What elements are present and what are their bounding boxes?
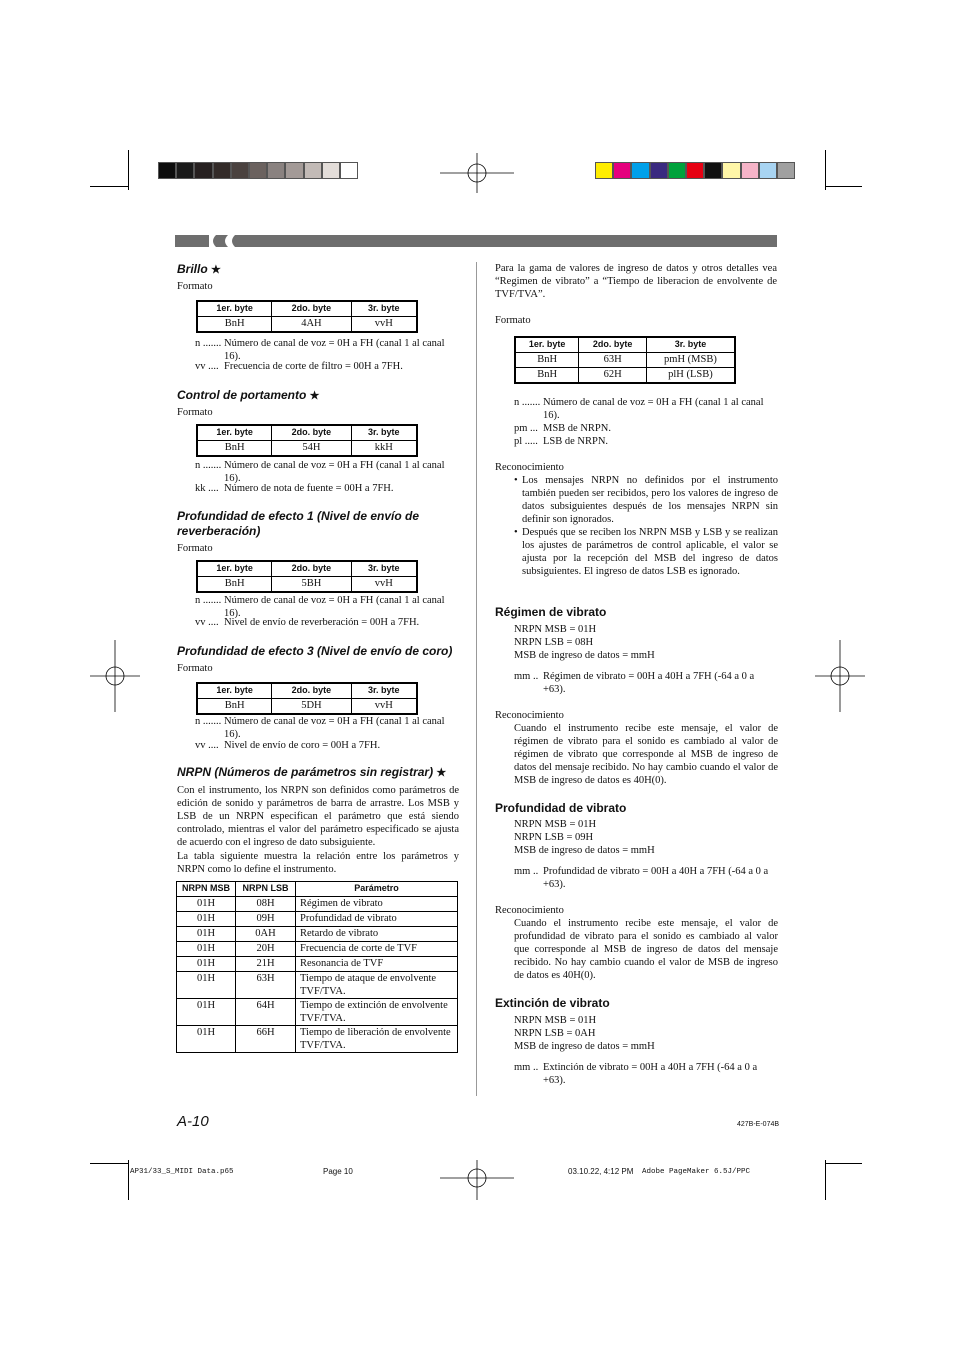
section-title-portamento: Control de portamento ★	[177, 388, 320, 402]
color-swatch	[304, 162, 322, 179]
param-line: NRPN MSB = 01H	[514, 1015, 597, 1026]
table-cell: 62H	[579, 368, 647, 384]
table-cell: BnH	[197, 577, 272, 593]
table-cell: 01H	[177, 942, 236, 957]
note-item: n ....... Número de canal de voz = 0H a FH (canal 1 al canal 16).	[195, 460, 445, 484]
efecto3-format-table	[196, 682, 418, 715]
table-header: 2do. byte	[272, 683, 351, 699]
section-title-extincion: Extinción de vibrato	[495, 996, 610, 1010]
table-row	[177, 912, 458, 927]
table-cell: vvH	[351, 317, 417, 333]
color-swatch	[194, 162, 212, 179]
table-cell: 01H	[177, 927, 236, 942]
format-label: Formato	[177, 543, 213, 554]
document-code: 427B-E-074B	[737, 1121, 780, 1128]
note-item: vv .... Nivel de envío de reverberación = 00H a 7FH.	[195, 617, 420, 628]
color-swatch	[631, 162, 649, 179]
color-swatch	[686, 162, 704, 179]
recognition-label: Reconocimiento	[495, 905, 564, 916]
table-cell: 0AH	[236, 927, 296, 942]
table-cell: kkH	[351, 441, 417, 457]
table-row	[177, 927, 458, 942]
param-line: NRPN MSB = 01H	[514, 819, 597, 830]
section-title-efecto3: Profundidad de efecto 3 (Nivel de envío de coro)	[177, 644, 453, 658]
table-header: 2do. byte	[272, 301, 351, 317]
table-header: 1er. byte	[197, 301, 272, 317]
color-swatch	[650, 162, 668, 179]
note-item: n ....... Número de canal de voz = 0H a FH (canal 1 al canal 16).	[195, 716, 445, 740]
param-line: MSB de ingreso de datos = mmH	[514, 1041, 655, 1052]
table-row	[177, 999, 458, 1026]
table-cell: 4AH	[272, 317, 351, 333]
note-item: mm .. Régimen de vibrato = 00H a 40H a 7FH (-64 a 0 a +63).	[514, 671, 755, 695]
table-cell: vvH	[351, 577, 417, 593]
table-header: 1er. byte	[197, 683, 272, 699]
note-item: vv .... Nivel de envío de coro = 00H a 7FH.	[195, 740, 381, 751]
table-cell: 21H	[236, 957, 296, 972]
table-header: 3r. byte	[351, 561, 417, 577]
table-cell: 20H	[236, 942, 296, 957]
format-label: Formato	[177, 281, 213, 292]
section-title-efecto1: Profundidad de efecto 1 (Nivel de envío de reverberación)	[177, 509, 420, 538]
table-header: 1er. byte	[515, 337, 579, 353]
param-line: NRPN MSB = 01H	[514, 624, 597, 635]
color-swatch	[722, 162, 740, 179]
table-cell: 64H	[236, 999, 296, 1026]
table-header: 3r. byte	[646, 337, 735, 353]
color-swatch	[213, 162, 231, 179]
recognition-text: Cuando el instrumento recibe este mensaje, el valor de régimen de vibrato para el sonido es cambiado al valor de régimen de vibrato que corresponde al MSB de ingreso de datos del mensaje recibido. No hay cambio cuando el valor de MSB de ingreso de datos es 40H(0).	[514, 723, 778, 786]
registration-mark-top	[440, 153, 514, 193]
table-cell: 01H	[177, 999, 236, 1026]
table-header: 3r. byte	[351, 301, 417, 317]
table-header: NRPN LSB	[236, 882, 296, 897]
table-cell: 01H	[177, 912, 236, 927]
color-swatch	[777, 162, 795, 179]
table-cell: 5DH	[272, 699, 351, 715]
table-cell: 01H	[177, 897, 236, 912]
star-icon: ★	[309, 390, 320, 402]
table-cell: BnH	[515, 368, 579, 384]
page-header-bar	[175, 234, 777, 248]
table-cell: Profundidad de vibrato	[296, 912, 458, 927]
note-item: kk .... Número de nota de fuente = 00H a 7FH.	[195, 483, 394, 494]
param-line: NRPN LSB = 0AH	[514, 1028, 596, 1039]
star-icon: ★	[211, 264, 221, 276]
section-title-brillo: Brillo ★	[177, 262, 221, 276]
table-cell: Régimen de vibrato	[296, 897, 458, 912]
color-swatch	[595, 162, 613, 179]
format-label: Formato	[495, 315, 531, 326]
color-swatch	[668, 162, 686, 179]
table-header: 3r. byte	[351, 683, 417, 699]
table-cell: 01H	[177, 972, 236, 999]
table-cell: vvH	[351, 699, 417, 715]
format-label: Formato	[177, 407, 213, 418]
table-cell: 66H	[236, 1026, 296, 1053]
format-label: Formato	[177, 663, 213, 674]
timestamp: 03.10.22, 4:12 PM	[568, 1167, 634, 1176]
table-cell: 09H	[236, 912, 296, 927]
portamento-format-table	[196, 424, 418, 457]
color-swatch	[285, 162, 303, 179]
application-name: Adobe PageMaker 6.5J/PPC	[642, 1168, 751, 1176]
table-header: NRPN MSB	[177, 882, 236, 897]
param-line: NRPN LSB = 08H	[514, 637, 594, 648]
table-cell: 08H	[236, 897, 296, 912]
page-number: A-10	[177, 1113, 209, 1130]
section-title-regimen: Régimen de vibrato	[495, 605, 607, 619]
table-row	[177, 942, 458, 957]
color-swatch	[267, 162, 285, 179]
table-cell: Tiempo de liberación de envolvente TVF/TVA.	[296, 1026, 458, 1053]
table-cell: BnH	[515, 353, 579, 368]
table-cell: Resonancia de TVF	[296, 957, 458, 972]
table-cell: Retardo de vibrato	[296, 927, 458, 942]
section-title-profundidad: Profundidad de vibrato	[495, 801, 627, 815]
table-cell: 01H	[177, 1026, 236, 1053]
table-header: 3r. byte	[351, 425, 417, 441]
color-swatch	[322, 162, 340, 179]
file-name: AP31/33_S_MIDI Data.p65	[130, 1168, 234, 1176]
table-cell: 01H	[177, 957, 236, 972]
color-swatch	[231, 162, 249, 179]
color-swatch	[176, 162, 194, 179]
table-row	[177, 957, 458, 972]
note-item: pm ... MSB de NRPN.	[514, 423, 611, 434]
table-header: 1er. byte	[197, 425, 272, 441]
section-title-nrpn: NRPN (Números de parámetros sin registrar) ★	[177, 765, 447, 779]
table-cell: BnH	[197, 699, 272, 715]
table-cell: Tiempo de extinción de envolvente TVF/TVA.	[296, 999, 458, 1026]
param-line: MSB de ingreso de datos = mmH	[514, 845, 655, 856]
recognition-label: Reconocimiento	[495, 710, 564, 721]
color-swatch	[158, 162, 176, 179]
note-item: mm .. Profundidad de vibrato = 00H a 40H a 7FH (-64 a 0 a +63).	[514, 866, 769, 890]
color-swatch	[759, 162, 777, 179]
note-item: n ....... Número de canal de voz = 0H a FH (canal 1 al canal 16).	[514, 397, 764, 421]
color-swatch	[741, 162, 759, 179]
efecto1-format-table	[196, 560, 418, 593]
registration-mark-right	[815, 640, 865, 712]
bullet-item: • Los mensajes NRPN no definidos por el instrumento también pueden ser recibidos, pero los valores de ingreso de datos subsiguientes después de los mensajes NRPN sin definir son ignorados.	[514, 475, 778, 525]
nrpn-paragraph: La tabla siguiente muestra la relación entre los parámetros y NRPN como lo define el instrumento.	[177, 851, 459, 875]
page-label: Page 10	[323, 1167, 353, 1176]
table-header: 2do. byte	[579, 337, 647, 353]
table-cell: 63H	[236, 972, 296, 999]
table-cell: pmH (MSB)	[646, 353, 735, 368]
table-cell: plH (LSB)	[646, 368, 735, 384]
param-line: MSB de ingreso de datos = mmH	[514, 650, 655, 661]
table-header: 2do. byte	[272, 425, 351, 441]
table-header: Parámetro	[296, 882, 458, 897]
column-divider	[476, 262, 477, 1096]
note-item: vv .... Frecuencia de corte de filtro = 00H a 7FH.	[195, 361, 403, 372]
color-swatch	[704, 162, 722, 179]
recognition-label: Reconocimiento	[495, 462, 564, 473]
table-cell: 54H	[272, 441, 351, 457]
nrpn-format-table	[514, 336, 736, 384]
table-cell: BnH	[197, 317, 272, 333]
nrpn-table	[176, 881, 458, 1053]
note-item: pl ..... LSB de NRPN.	[514, 436, 609, 447]
note-item: n ....... Número de canal de voz = 0H a FH (canal 1 al canal 16).	[195, 595, 445, 619]
table-cell: Tiempo de ataque de envolvente TVF/TVA.	[296, 972, 458, 999]
intro-paragraph: Para la gama de valores de ingreso de datos y otros detalles vea “Regimen de vibrato” a “Tiempo de liberacion de envolvente de TVF/TVA”.	[495, 263, 777, 300]
bullet-item: • Después que se reciben los NRPN MSB y LSB y se realizan los ajustes de parámetros de control aplicable, el valor se ajusta por la recepción del MSB del ingreso de datos subsiguientes. El ingreso de datos LSB es ignorado.	[514, 527, 778, 577]
registration-mark-left	[90, 640, 140, 712]
table-cell: 5BH	[272, 577, 351, 593]
note-item: mm .. Extinción de vibrato = 00H a 40H a 7FH (-64 a 0 a +63).	[514, 1062, 758, 1086]
color-swatch	[340, 162, 358, 179]
table-row	[177, 897, 458, 912]
color-swatch	[613, 162, 631, 179]
recognition-text: Cuando el instrumento recibe este mensaje, el valor de profundidad de vibrato para el sonido es cambiado al valor que corresponde al MSB de ingreso de datos del mensaje recibido. No hay cambio cuando el valor de MSB de ingreso de datos es 40H(0).	[514, 918, 778, 981]
table-cell: Frecuencia de corte de TVF	[296, 942, 458, 957]
registration-mark-bottom	[440, 1160, 514, 1200]
table-cell: BnH	[197, 441, 272, 457]
nrpn-paragraph: Con el instrumento, los NRPN son definidos como parámetros de edición de sonido y parámetros de barra de arrastre. Los MSB y LSB de un NRPN especifican el parámetro que está siendo controlado, mientras el valor del parámetro especificado se ajusta de acuerdo con el ingreso de dato subsiguiente.	[177, 785, 459, 848]
note-item: n ....... Número de canal de voz = 0H a FH (canal 1 al canal 16).	[195, 338, 445, 362]
color-swatch	[249, 162, 267, 179]
table-row	[177, 1026, 458, 1053]
brillo-format-table	[196, 300, 418, 333]
table-row	[177, 972, 458, 999]
star-icon: ★	[436, 767, 447, 779]
table-header: 2do. byte	[272, 561, 351, 577]
table-cell: 63H	[579, 353, 647, 368]
table-header: 1er. byte	[197, 561, 272, 577]
param-line: NRPN LSB = 09H	[514, 832, 594, 843]
